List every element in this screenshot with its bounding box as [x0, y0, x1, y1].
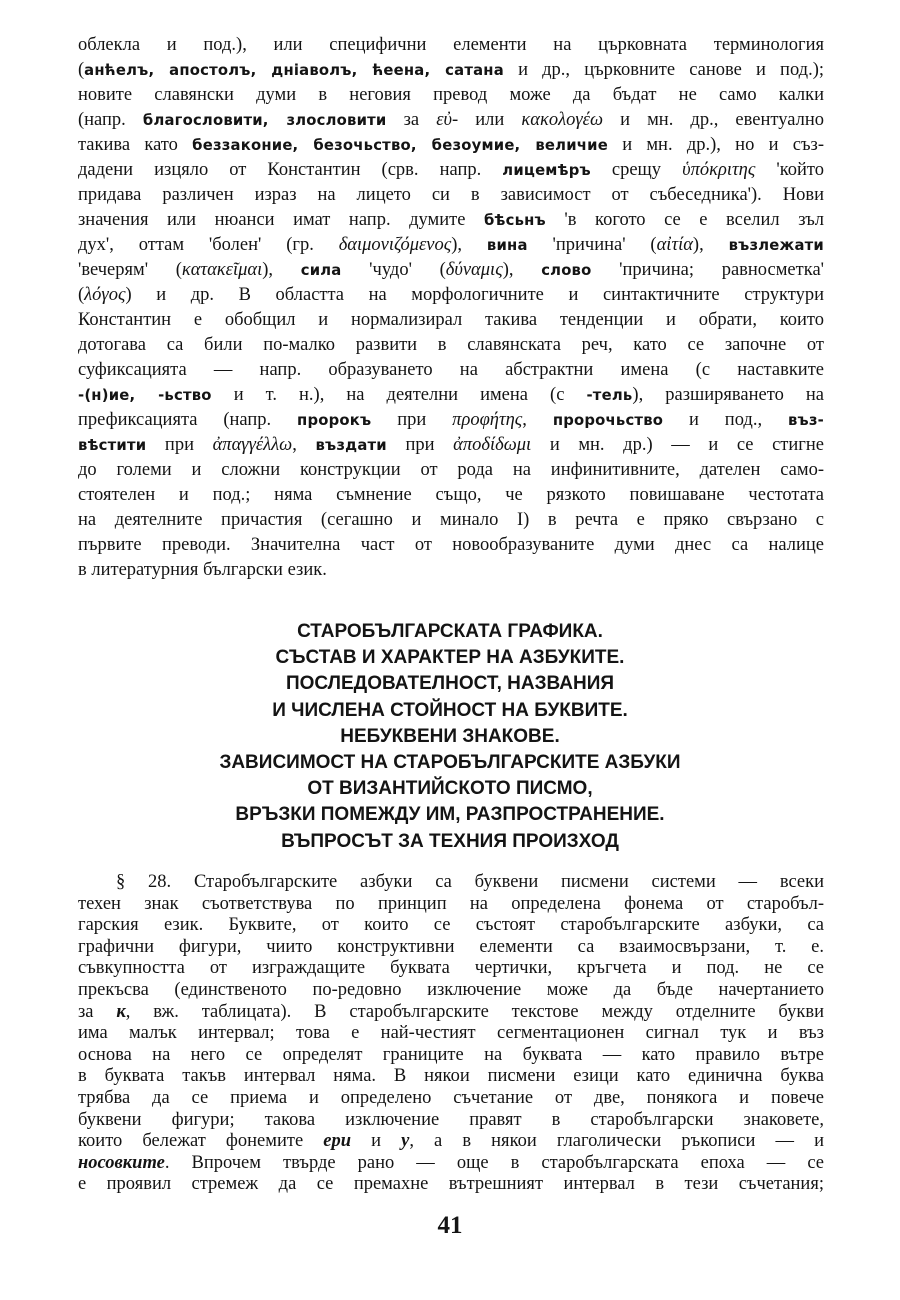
text-line — [78, 1002, 824, 1024]
text-segment: 'чудо' ( — [341, 260, 446, 280]
text-segment: 'който — [755, 160, 825, 180]
text-segment: при — [386, 435, 454, 455]
old-church-slavonic-word: въздати — [315, 437, 387, 454]
text-segment: е проявил стремеж да се премахне вътрешният интервал в тези съчетания; — [78, 1174, 824, 1195]
italic-term: у — [401, 1131, 410, 1152]
text-line — [78, 133, 824, 158]
greek-word: δαιμονιζόμενος — [338, 235, 452, 255]
text-segment: ( — [78, 285, 85, 305]
text-segment: ( — [78, 60, 85, 80]
text-segment: облекла и под.), или специфични елементи на църковната терминология — [78, 35, 824, 55]
text-line — [78, 533, 824, 558]
greek-word: προφήτης — [452, 410, 523, 430]
text-segment: съвкупността от изграждащите буквата чертички, кръгчета и под. не се — [78, 958, 824, 979]
text-segment: ), — [502, 260, 542, 280]
text-line — [78, 58, 824, 83]
text-segment: при — [146, 435, 213, 455]
greek-word: δύναμις — [445, 260, 503, 280]
text-segment: които бележат фонемите — [78, 1131, 324, 1152]
italic-term: ери — [323, 1131, 351, 1152]
text-segment: дадени изцяло от Константин (срв. напр. — [78, 160, 503, 180]
paragraph-continuation — [78, 33, 824, 583]
greek-word: εὐ- — [436, 110, 459, 130]
text-segment: ) и др. В областта на морфологичните и синтактичните структури — [125, 285, 824, 305]
text-segment: 'вечерям' ( — [78, 260, 182, 280]
text-line — [78, 1045, 824, 1067]
text-line — [78, 483, 824, 508]
text-segment: ), — [451, 235, 487, 255]
text-line — [78, 258, 824, 283]
heading-line: ПОСЛЕДОВАТЕЛНОСТ, НАЗВАНИЯ — [285, 673, 615, 695]
text-line — [78, 383, 824, 408]
text-segment: в буквата такъв интервал няма. В някои писмени езици като единична буква — [78, 1066, 824, 1087]
text-segment: Константин е обобщил и нормализирал такива тенденции и обрати, които — [78, 310, 824, 330]
greek-word: αἰτία — [656, 235, 693, 255]
text-segment: и мн. др.) — и се стигне — [531, 435, 824, 455]
paragraph-section-28 — [78, 872, 824, 1196]
text-line — [78, 333, 824, 358]
text-segment: такива като — [78, 135, 193, 155]
text-segment: основа на него се определят границите на буквата — като правило вътре — [78, 1044, 824, 1065]
heading-line: НЕБУКВЕНИ ЗНАКОВЕ. — [340, 725, 560, 747]
text-segment: в литературния български език. — [78, 560, 327, 580]
heading-line: ЗАВИСИМОСТ НА СТАРОБЪЛГАРСКИТЕ АЗБУКИ — [219, 752, 681, 774]
text-line — [78, 1088, 824, 1110]
heading-line: ОТ ВИЗАНТИЙСКОТО ПИСМО, — [307, 778, 593, 800]
text-line — [78, 283, 824, 308]
old-church-slavonic-word: благословити, злословити — [142, 112, 387, 129]
text-line — [78, 1153, 824, 1175]
text-line — [78, 937, 824, 959]
text-segment: придава различен израз на лицето си в зависимост от събеседника'). Нови — [78, 185, 824, 205]
text-segment: или — [458, 110, 522, 130]
text-segment: графични фигури, чиито конструктивни елементи са взаимосвързани, т. е. — [78, 936, 824, 957]
greek-word: ἀπαγγέλλω — [212, 435, 293, 455]
heading-line: ВЪПРОСЪТ ЗА ТЕХНИЯ ПРОИЗХОД — [281, 830, 619, 852]
text-segment: , — [522, 410, 553, 430]
old-church-slavonic-word: възлежати — [728, 237, 824, 254]
greek-word: ὑπόκριτης — [682, 160, 756, 180]
text-segment: § 28. Старобългарските азбуки са буквени писмени системи — всеки — [116, 872, 824, 892]
italic-term: к — [116, 1001, 126, 1022]
text-line — [78, 108, 824, 133]
text-segment: при — [371, 410, 453, 430]
text-line — [78, 872, 824, 894]
text-line — [78, 183, 824, 208]
page-number: 41 — [437, 1212, 463, 1239]
text-segment: на деятелните причастия (сегашно и минало I) в речта е пряко свързано с — [78, 510, 824, 530]
greek-word: κατακεῖμαι — [181, 260, 263, 280]
heading-line: СТАРОБЪЛГАРСКАТА ГРАФИКА. — [297, 621, 603, 642]
text-segment: има малък интервал; това е най-честият сегментационен сигнал тук и въз — [78, 1023, 824, 1044]
heading-line: И ЧИСЛЕНА СТОЙНОСТ НА БУКВИТЕ. — [272, 699, 628, 721]
text-line — [78, 33, 824, 58]
text-segment: и мн. др.), но и съз- — [607, 135, 824, 155]
old-church-slavonic-word: -(н)ие, -ьство — [78, 387, 212, 404]
text-line — [78, 915, 824, 937]
text-line — [78, 308, 824, 333]
text-line — [78, 980, 824, 1002]
text-line — [78, 233, 824, 258]
text-segment: , а в някои глаголически ръкописи — и — [409, 1131, 824, 1152]
text-line — [78, 558, 824, 583]
text-line — [78, 1174, 824, 1196]
text-segment: техен знак съответствува по принцип на определена фонема от старобъл- — [78, 893, 824, 914]
text-segment: ), — [692, 235, 729, 255]
greek-word: ἀποδίδωμι — [453, 435, 532, 455]
old-church-slavonic-word: сила — [300, 262, 342, 279]
text-segment: прекъсва (единственото по-редовно изключение може да бъде начертанието — [78, 979, 824, 1000]
text-segment: ), разширяването на — [632, 385, 824, 405]
text-segment: , вж. таблицата). В старобългарските текстове между отделните букви — [125, 1001, 824, 1022]
italic-term: носовките — [78, 1152, 165, 1173]
old-church-slavonic-word: пророчьство — [552, 412, 664, 429]
text-segment: за — [386, 110, 437, 130]
text-segment: за — [78, 1001, 117, 1022]
text-segment: суфиксацията — напр. образуването на абстрактни имена (с наставките — [78, 360, 824, 380]
text-segment: трябва да се приема и определено съчетание от две, понякога и повече — [78, 1087, 824, 1108]
text-segment: и др., църковните санове и под.); — [503, 60, 825, 80]
text-segment: до големи и сложни конструкции от рода на инфинитивните, дателен само- — [78, 460, 824, 480]
text-segment: (напр. — [78, 110, 143, 130]
old-church-slavonic-word: бѣсьнъ — [483, 212, 546, 229]
text-segment: 'причина' ( — [527, 235, 657, 255]
heading-line: СЪСТАВ И ХАРАКТЕР НА АЗБУКИТЕ. — [275, 647, 625, 669]
text-segment: префиксацията (напр. — [78, 410, 298, 430]
text-line — [78, 958, 824, 980]
text-segment: новите славянски думи в неговия превод може да бъдат не само калки — [78, 85, 824, 105]
text-segment: дух', оттам 'болен' (гр. — [78, 235, 339, 255]
text-segment: , — [292, 435, 316, 455]
text-segment: и — [351, 1131, 402, 1152]
text-line — [78, 158, 824, 183]
text-segment: значения или нюанси имат напр. думите — [78, 210, 484, 230]
old-church-slavonic-word: вѣстити — [78, 437, 147, 454]
old-church-slavonic-word: анћелъ, апостолъ, дніаволъ, ћеена, сатана — [84, 62, 504, 79]
text-segment: гарския език. Буквите, от които се състоят старобългарските азбуки, са — [78, 915, 824, 936]
text-line — [78, 458, 824, 483]
text-segment: стоятелен и под.; няма съмнение също, че рязкото повишаване честотата — [78, 485, 824, 505]
text-line — [78, 433, 824, 458]
text-line — [78, 508, 824, 533]
text-line — [78, 208, 824, 233]
text-line — [78, 1110, 824, 1132]
text-segment: 'причина; равносметка' — [591, 260, 824, 280]
old-church-slavonic-word: вина — [486, 237, 528, 254]
text-segment: срещу — [590, 160, 683, 180]
text-line — [78, 1131, 824, 1153]
text-line — [78, 358, 824, 383]
text-segment: . Впрочем твърде рано — още в старобългарската епоха — се — [164, 1152, 824, 1173]
text-line — [78, 1023, 824, 1045]
text-segment: дотогава са били по-малко развити в славянската реч, като се започне от — [78, 335, 824, 355]
greek-word: λόγος — [84, 285, 126, 305]
old-church-slavonic-word: пророкъ — [297, 412, 372, 429]
text-line — [78, 1066, 824, 1088]
text-segment: и т. н.), на деятелни имена (с — [211, 385, 587, 405]
text-segment: първите преводи. Значителна част от новообразуваните думи днес са налице — [78, 535, 824, 555]
old-church-slavonic-word: въз- — [787, 412, 824, 429]
heading-line: ВРЪЗКИ ПОМЕЖДУ ИМ, РАЗПРОСТРАНЕНИЕ. — [235, 804, 665, 826]
section-heading — [0, 619, 900, 855]
text-segment: и под., — [663, 410, 788, 430]
text-segment: 'в когото се е вселил зъл — [545, 210, 824, 230]
text-line — [78, 408, 824, 433]
text-segment: и мн. др., евентуално — [603, 110, 824, 130]
text-line — [78, 894, 824, 916]
old-church-slavonic-word: слово — [541, 262, 592, 279]
text-segment: буквени фигури; такова изключение правят в старобългарски знаковете, — [78, 1109, 824, 1130]
text-line — [78, 83, 824, 108]
old-church-slavonic-word: лицемѣръ — [502, 162, 591, 179]
greek-word: κακολογέω — [521, 110, 604, 130]
old-church-slavonic-word: -тель — [586, 387, 633, 404]
old-church-slavonic-word: беззаконие, безочьство, безоумие, величие — [192, 137, 608, 154]
text-segment: ), — [262, 260, 301, 280]
